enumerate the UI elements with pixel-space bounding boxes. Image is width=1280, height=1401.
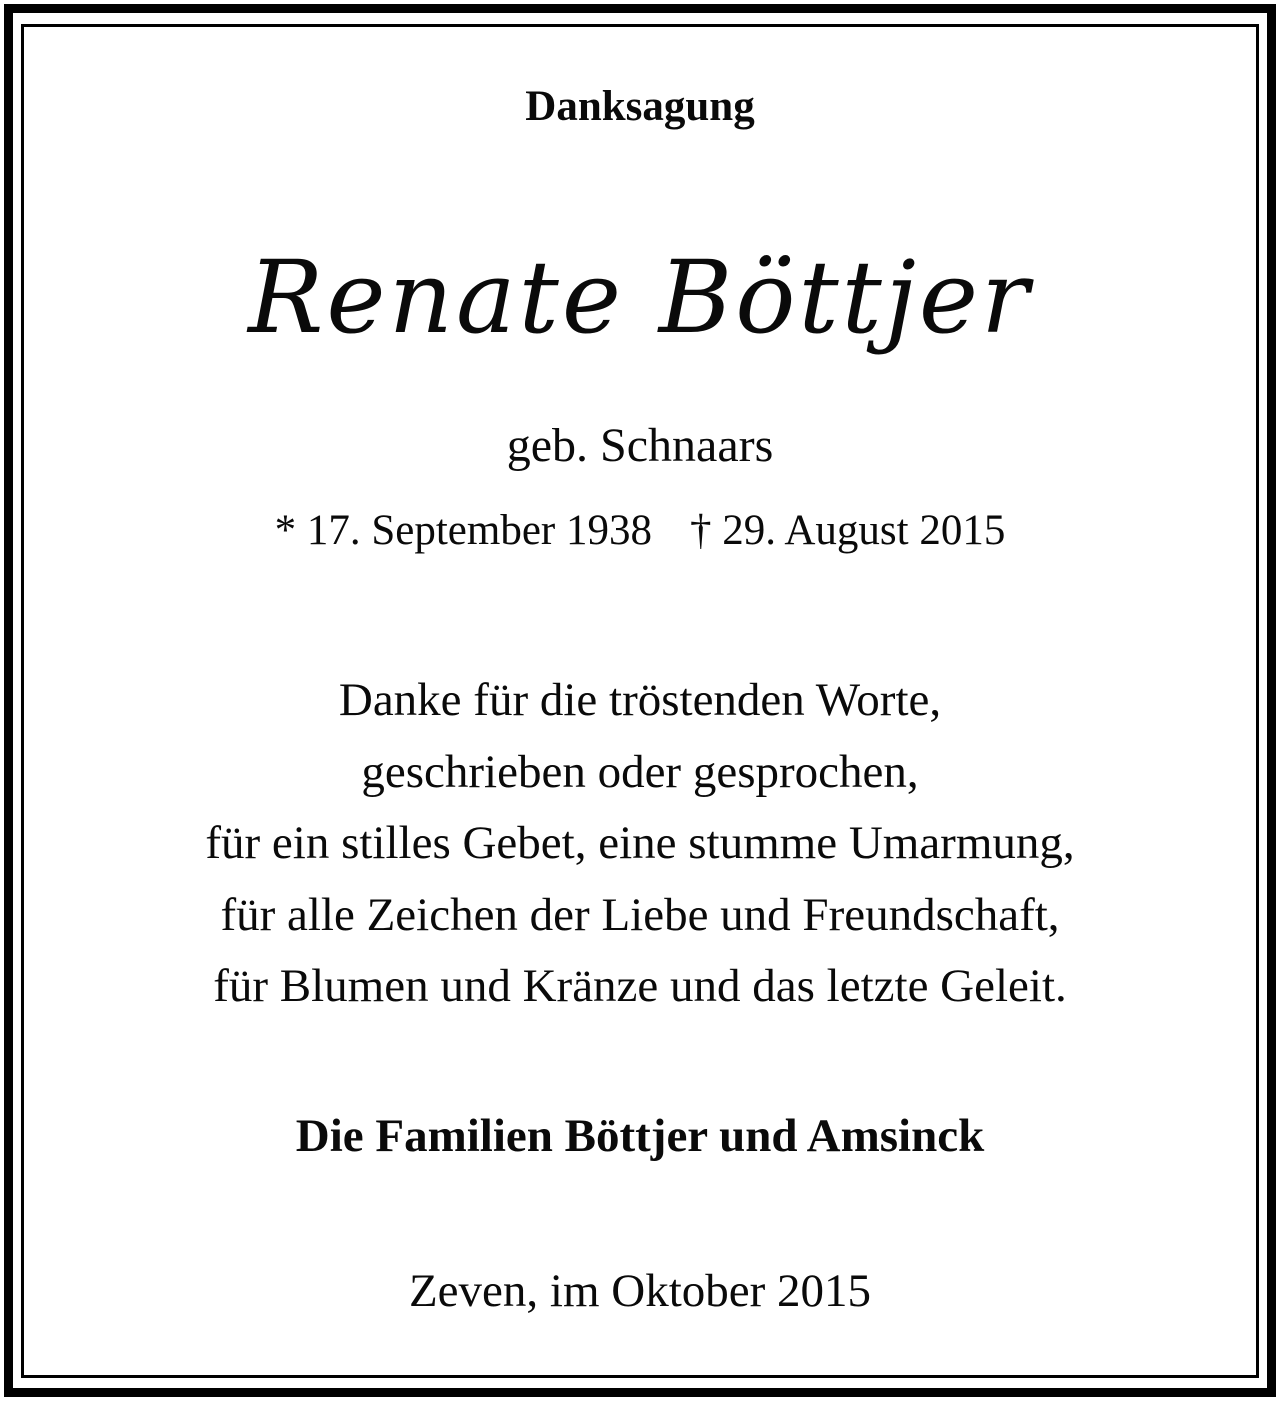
deceased-name: Renate Böttjer: [248, 239, 1032, 356]
poem-line: Danke für die tröstenden Worte,: [338, 674, 942, 726]
death-date: † 29. August 2015: [690, 507, 1006, 554]
poem-line: geschrieben oder gesprochen,: [361, 745, 919, 798]
notice-heading: Danksagung: [525, 83, 755, 130]
poem-line: für ein stilles Gebet, eine stumme Umarmung,: [205, 817, 1075, 869]
family-signature: Die Familien Böttjer und Amsinck: [295, 1110, 985, 1162]
place-and-date: Zeven, im Oktober 2015: [408, 1265, 872, 1317]
maiden-name: geb. Schnaars: [506, 419, 774, 472]
poem-line: für Blumen und Kränze und das letzte Geleit.: [213, 960, 1067, 1012]
poem-line: für alle Zeichen der Liebe und Freundschaft,: [220, 888, 1060, 941]
life-dates: [0, 505, 1280, 557]
birth-date: * 17. September 1938: [274, 507, 652, 554]
thank-you-text: [0, 665, 1280, 1023]
